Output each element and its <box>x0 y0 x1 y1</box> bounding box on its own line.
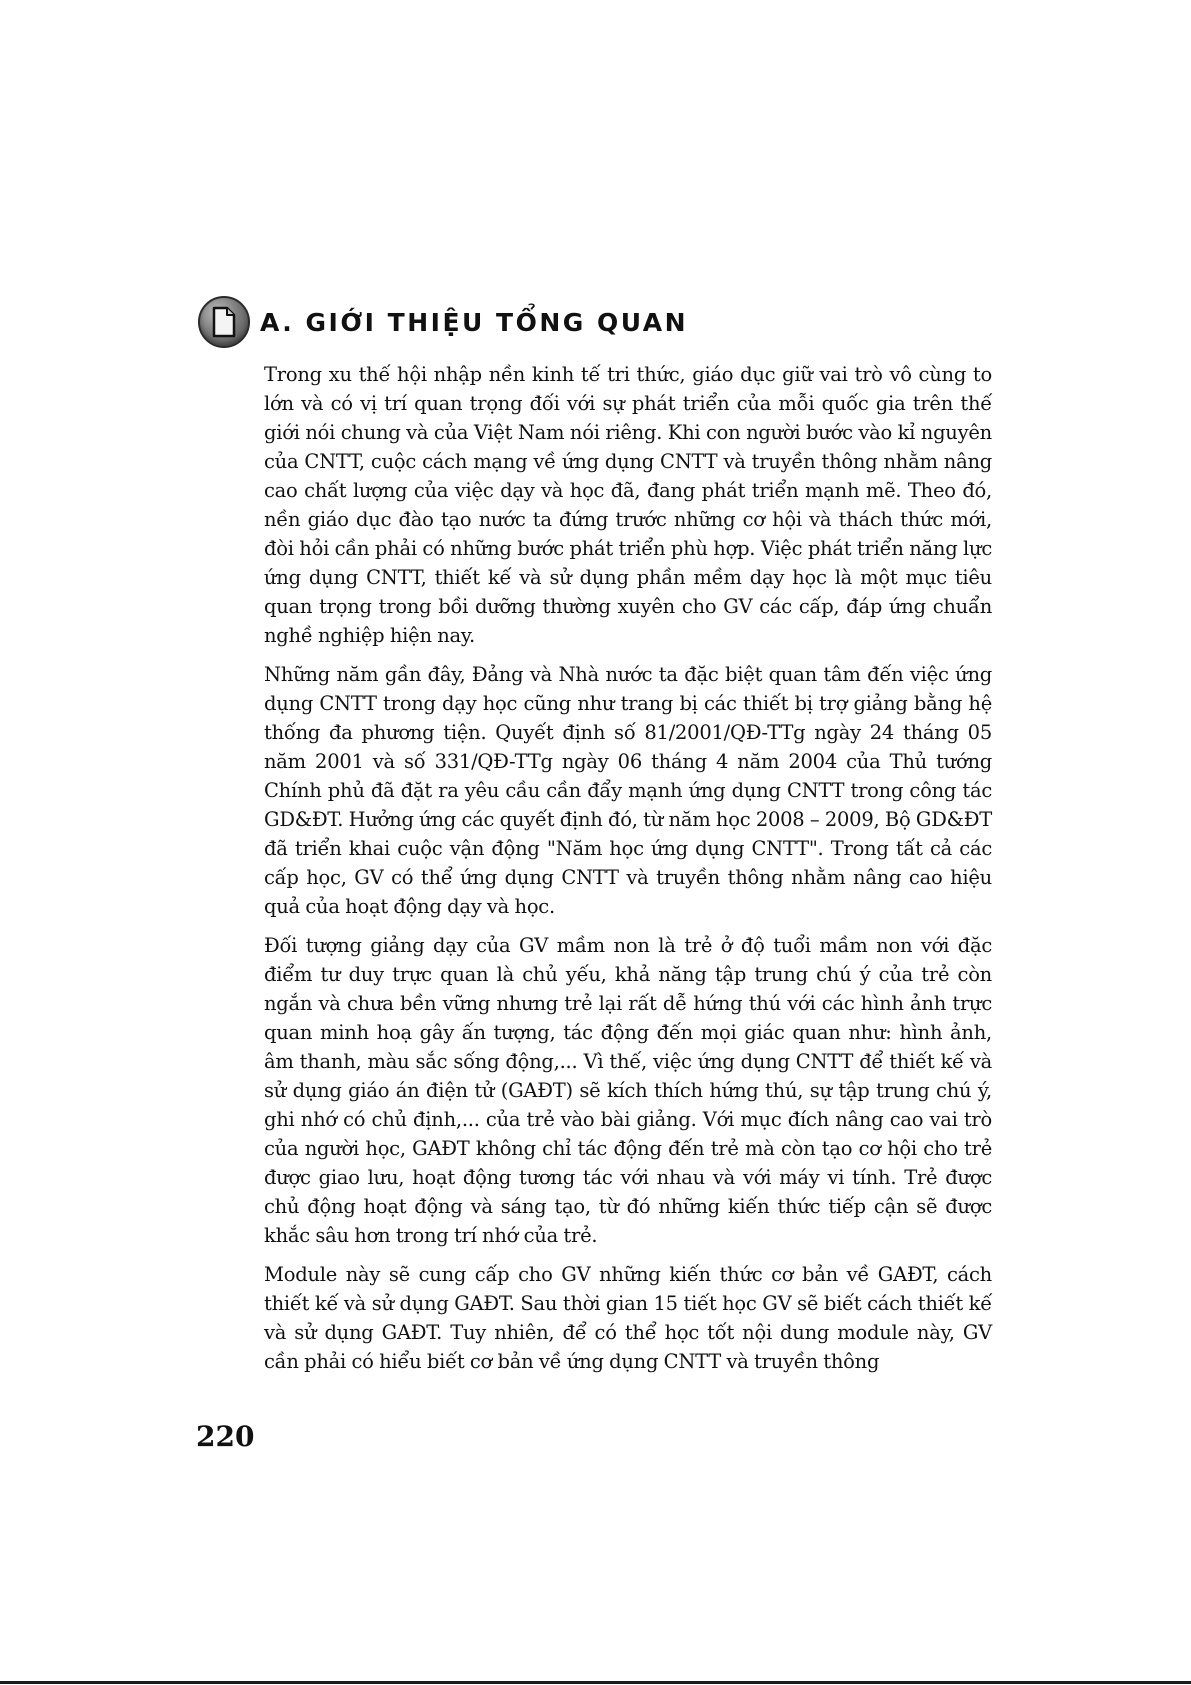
paragraph-2: Những năm gần đây, Đảng và Nhà nước ta đặc biệt quan tâm đến việc ứng dụng CNTT trong dạy học cũng như trang bị các thiết bị trợ giảng bằng hệ thống đa phương tiện. Quyết định số 81/2001/QĐ-TTg ngày 24 tháng 05 năm 2001 và số 331/QĐ-TTg ngày 06 tháng 4 năm 2004 của Thủ tướng Chính phủ đã đặt ra yêu cầu cần đẩy mạnh ứng dụng CNTT trong công tác GD&ĐT. Hưởng ứng các quyết định đó, từ năm học 2008 – 2009, Bộ GD&ĐT đã triển khai cuộc vận động "Năm học ứng dụng CNTT". Trong tất cả các cấp học, GV có thể ứng dụng CNTT và truyền thông nhằm nâng cao hiệu quả của hoạt động dạy và học. <box>264 663 992 918</box>
section-heading <box>198 296 688 348</box>
paragraph-4: Module này sẽ cung cấp cho GV những kiến thức cơ bản về GAĐT, cách thiết kế và sử dụng GAĐT. Sau thời gian 15 tiết học GV sẽ biết cách thiết kế và sử dụng GAĐT. Tuy nhiên, để có thể học tốt nội dung module này, GV cần phải có hiểu biết cơ bản về ứng dụng CNTT và truyền thông <box>264 1263 992 1373</box>
paragraph-3: Đối tượng giảng dạy của GV mầm non là trẻ ở độ tuổi mầm non với đặc điểm tư duy trực quan là chủ yếu, khả năng tập trung chú ý của trẻ còn ngắn và chưa bền vững nhưng trẻ lại rất dễ hứng thú với các hình ảnh trực quan minh hoạ gây ấn tượng, tác động đến mọi giác quan như: hình ảnh, âm thanh, màu sắc sống động,... Vì thế, việc ứng dụng CNTT để thiết kế và sử dụng giáo án điện tử (GAĐT) sẽ kích thích hứng thú, sự tập trung chú ý, ghi nhớ có chủ định,... của trẻ vào bài giảng. Với mục đích nâng cao vai trò của người học, GAĐT không chỉ tác động đến trẻ mà còn tạo cơ hội cho trẻ được giao lưu, hoạt động tương tác với nhau và với máy vi tính. Trẻ được chủ động hoạt động và sáng tạo, từ đó những kiến thức tiếp cận sẽ được khắc sâu hơn trong trí nhớ của trẻ. <box>264 934 992 1247</box>
section-badge <box>198 296 250 348</box>
paragraph-1: Trong xu thế hội nhập nền kinh tế tri thức, giáo dục giữ vai trò vô cùng to lớn và có vị trí quan trọng đối với sự phát triển của mỗi quốc gia trên thế giới nói chung và của Việt Nam nói riêng. Khi con người bước vào kỉ nguyên của CNTT, cuộc cách mạng về ứng dụng CNTT và truyền thông nhằm nâng cao chất lượng của việc dạy và học đã, đang phát triển mạnh mẽ. Theo đó, nền giáo dục đào tạo nước ta đứng trước những cơ hội và thách thức mới, đòi hỏi cần phải có những bước phát triển phù hợp. Việc phát triển năng lực ứng dụng CNTT, thiết kế và sử dụng phần mềm dạy học là một mục tiêu quan trọng trong bồi dưỡng thường xuyên cho GV các cấp, đáp ứng chuẩn nghề nghiệp hiện nay. <box>264 363 992 647</box>
section-title: A. GIỚI THIỆU TỔNG QUAN <box>260 307 689 337</box>
page-number: 220 <box>196 1420 255 1453</box>
document-icon <box>210 306 238 338</box>
bottom-rule <box>0 1681 1191 1684</box>
body-text <box>264 360 992 1386</box>
